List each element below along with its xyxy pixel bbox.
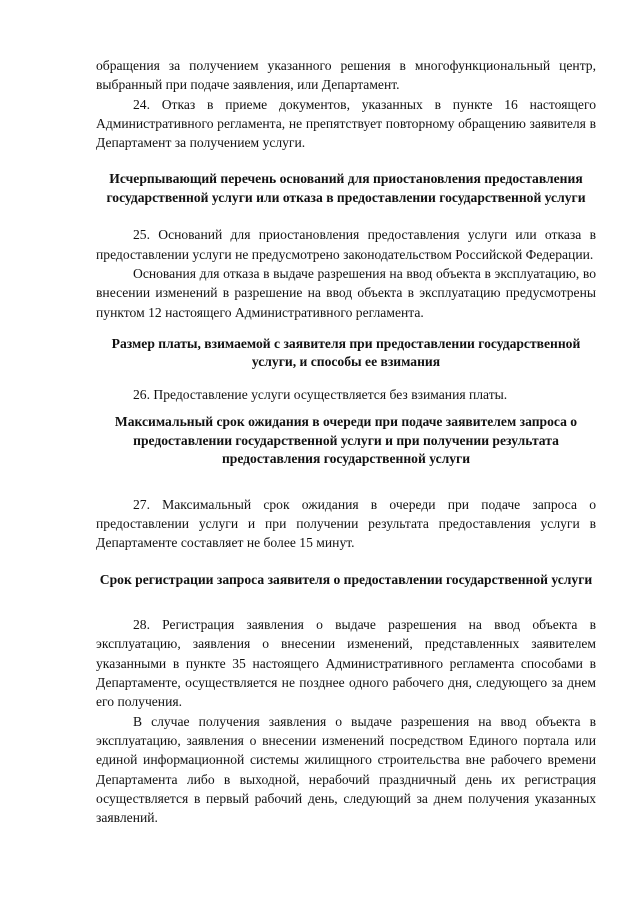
paragraph-24: 24. Отказ в приеме документов, указанных в пункте 16 настоящего Административного регламента, не препятствует повторному обращению заявителя в Департамент за получением услуги. xyxy=(96,96,596,151)
paragraph-25-refusal-grounds: Основания для отказа в выдаче разрешения на ввод объекта в эксплуатацию, во внесении изменений в разрешение на ввод объекта в эксплуатацию предусмотрены пунктом 12 настоящего Административного регламента. xyxy=(96,266,596,320)
heading-registration-period: Срок регистрации запроса заявителя о предоставлении государственной услуги xyxy=(99,571,593,587)
paragraph-27: 27. Максимальный срок ожидания в очереди при подаче запроса о предоставлении услуги и при получении результата предоставления услуги в Департаменте составляет не более 15 минут. xyxy=(96,496,596,551)
paragraph-28-out-of-hours: В случае получения заявления о выдаче разрешения на ввод объекта в эксплуатацию, заявления о внесении изменений посредством Единого портала или единой информационной системы жилищного строительства вне рабочего времени Департамента либо в выходной, нерабочий праздничный день их регистрация осуществляется в первый рабочий день, следующий за днем получения указанных заявлений. xyxy=(96,713,596,826)
heading-fee-amount: Размер платы, взимаемой с заявителя при предоставлении государственной услуги, и способы ее взимания xyxy=(111,335,581,370)
paragraph-26: 26. Предоставление услуги осуществляется без взимания платы. xyxy=(133,386,508,402)
paragraph-continuation: обращения за получением указанного решения в многофункциональный центр, выбранный при подаче заявления, или Департамент. xyxy=(96,58,596,93)
heading-grounds-for-suspension: Исчерпывающий перечень оснований для приостановления предоставления государственной услуги или отказа в предоставлении государственной услуги xyxy=(106,171,586,205)
paragraph-28: 28. Регистрация заявления о выдаче разрешения на ввод объекта в эксплуатацию, заявления о внесении изменений, представленных заявителем указанными в пункте 35 настоящего Административного регламента способами в Департаменте, осуществляется не позднее одного рабочего дня, следующего за днем его получения. xyxy=(96,617,596,710)
paragraph-25: 25. Оснований для приостановления предоставления услуги или отказа в предоставлении услуги не предусмотрено законодательством Российской Федерации. xyxy=(96,227,596,262)
heading-max-queue-time: Максимальный срок ожидания в очереди при подаче заявителем запроса о предоставлении государственной услуги и при получении результата предоставления государственной услуги xyxy=(114,414,578,467)
document-page xyxy=(96,56,596,827)
